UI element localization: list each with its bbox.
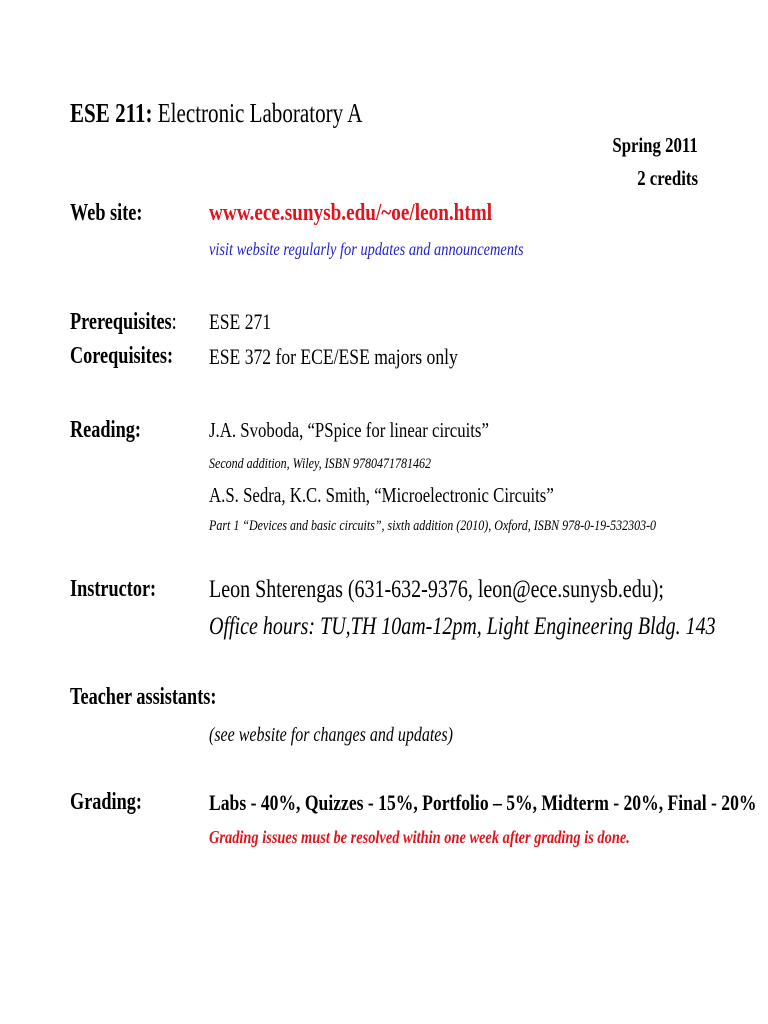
grading-breakdown: Labs - 40%, Quizzes - 15%, Portfolio – 5%, Midterm - 20%, Final - 20% [209,790,757,815]
teacher-assistants-note: (see website for changes and updates) [209,724,453,746]
term: Spring 2011 [612,133,698,157]
reading-book-1: J.A. Svoboda, “PSpice for linear circuits” [209,418,489,442]
corequisites-value: ESE 372 for ECE/ESE majors only [209,344,458,369]
instructor-contact: Leon Shterengas (631-632-9376, leon@ece.sunysb.edu); [209,576,664,603]
reading-label: Reading: [70,417,141,443]
grading-label: Grading: [70,789,142,815]
website-link[interactable]: www.ece.sunysb.edu/~oe/leon.html [209,200,493,226]
reading-book-2-note: Part 1 “Devices and basic circuits”, sixth addition (2010), Oxford, ISBN 978-0-19-532303-0 [209,518,657,534]
prerequisites-label: Prerequisites: [70,309,177,335]
page-title [70,100,445,127]
teacher-assistants-label: Teacher assistants: [70,684,217,710]
corequisites-label: Corequisites: [70,343,174,369]
website-label: Web site: [70,200,143,226]
course-code: ESE 211: [70,98,153,128]
grading-warning: Grading issues must be resolved within one week after grading is done. [209,827,630,847]
office-hours: Office hours: TU,TH 10am-12pm, Light Engineering Bldg. 143 [209,613,716,640]
credits: 2 credits [637,166,698,190]
instructor-label: Instructor: [70,576,157,602]
prerequisites-value: ESE 271 [209,309,272,334]
course-name: Electronic Laboratory A [152,98,363,128]
website-note: visit website regularly for updates and announcements [209,239,524,259]
reading-book-1-note: Second addition, Wiley, ISBN 9780471781462 [209,456,431,472]
reading-book-2: A.S. Sedra, K.C. Smith, “Microelectronic Circuits” [209,483,554,507]
